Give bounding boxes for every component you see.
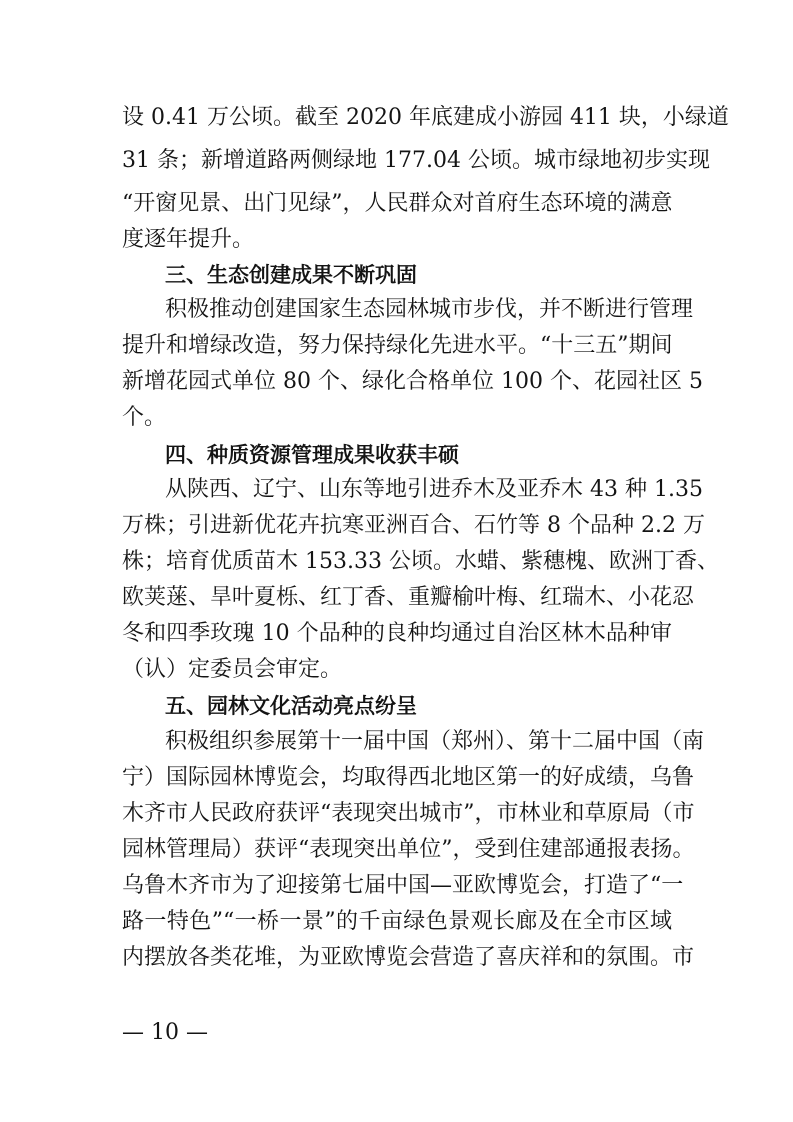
body-text-line: 度逐年提升。 xyxy=(122,227,255,252)
body-text-line: 个。 xyxy=(122,405,167,430)
body-text-line: 冬和四季玫瑰 10 个品种的良种均通过自治区林木品种审 xyxy=(122,621,672,646)
body-text-line: 万株；引进新优花卉抗寒亚洲百合、石竹等 8 个品种 2.2 万 xyxy=(122,513,705,538)
body-text-line: 内摆放各类花堆，为亚欧博览会营造了喜庆祥和的氛围。市 xyxy=(122,945,695,970)
body-text-line: 乌鲁木齐市为了迎接第七届中国—亚欧博览会，打造了“一 xyxy=(122,873,684,898)
body-text-line: “开窗见景、出门见绿”，人民群众对首府生态环境的满意 xyxy=(122,191,673,216)
body-text-line: 株；培育优质苗木 153.33 公顷。水蜡、紫穗槐、欧洲丁香、 xyxy=(122,549,719,574)
body-text-line: 木齐市人民政府获评“表现突出城市”，市林业和草原局（市 xyxy=(122,801,695,826)
section-heading: 五、园林文化活动亮点纷呈 xyxy=(165,694,417,718)
body-text-line: 提升和增绿改造，努力保持绿化先进水平。“十三五”期间 xyxy=(122,333,673,358)
body-text-line: 设 0.41 万公顷。截至 2020 年底建成小游园 411 块，小绿道 xyxy=(122,105,729,130)
body-text-line: 路一特色”“一桥一景”的千亩绿色景观长廊及在全市区域 xyxy=(122,909,672,934)
body-text-line: 从陕西、辽宁、山东等地引进乔木及亚乔木 43 种 1.35 xyxy=(165,477,703,502)
body-text-line: 园林管理局）获评“表现突出单位”，受到住建部通报表扬。 xyxy=(122,837,695,862)
body-text-line: 欧荚蒾、旱叶夏栎、红丁香、重瓣榆叶梅、红瑞木、小花忍 xyxy=(122,585,695,610)
body-text-line: 31 条；新增道路两侧绿地 177.04 公顷。城市绿地初步实现 xyxy=(122,148,710,173)
body-text-line: 积极组织参展第十一届中国（郑州）、第十二届中国（南 xyxy=(165,729,705,754)
body-text-line: 积极推动创建国家生态园林城市步伐，并不断进行管理 xyxy=(165,297,694,322)
body-text-line: 新增花园式单位 80 个、绿化合格单位 100 个、花园社区 5 xyxy=(122,369,703,394)
body-text-line: 宁）国际园林博览会，均取得西北地区第一的好成绩，乌鲁 xyxy=(122,765,695,790)
page-number: — 10 — xyxy=(122,1020,208,1045)
section-heading: 三、生态创建成果不断巩固 xyxy=(165,263,417,287)
section-heading: 四、种质资源管理成果收获丰硕 xyxy=(165,443,459,467)
body-text-line: （认）定委员会审定。 xyxy=(122,657,343,682)
